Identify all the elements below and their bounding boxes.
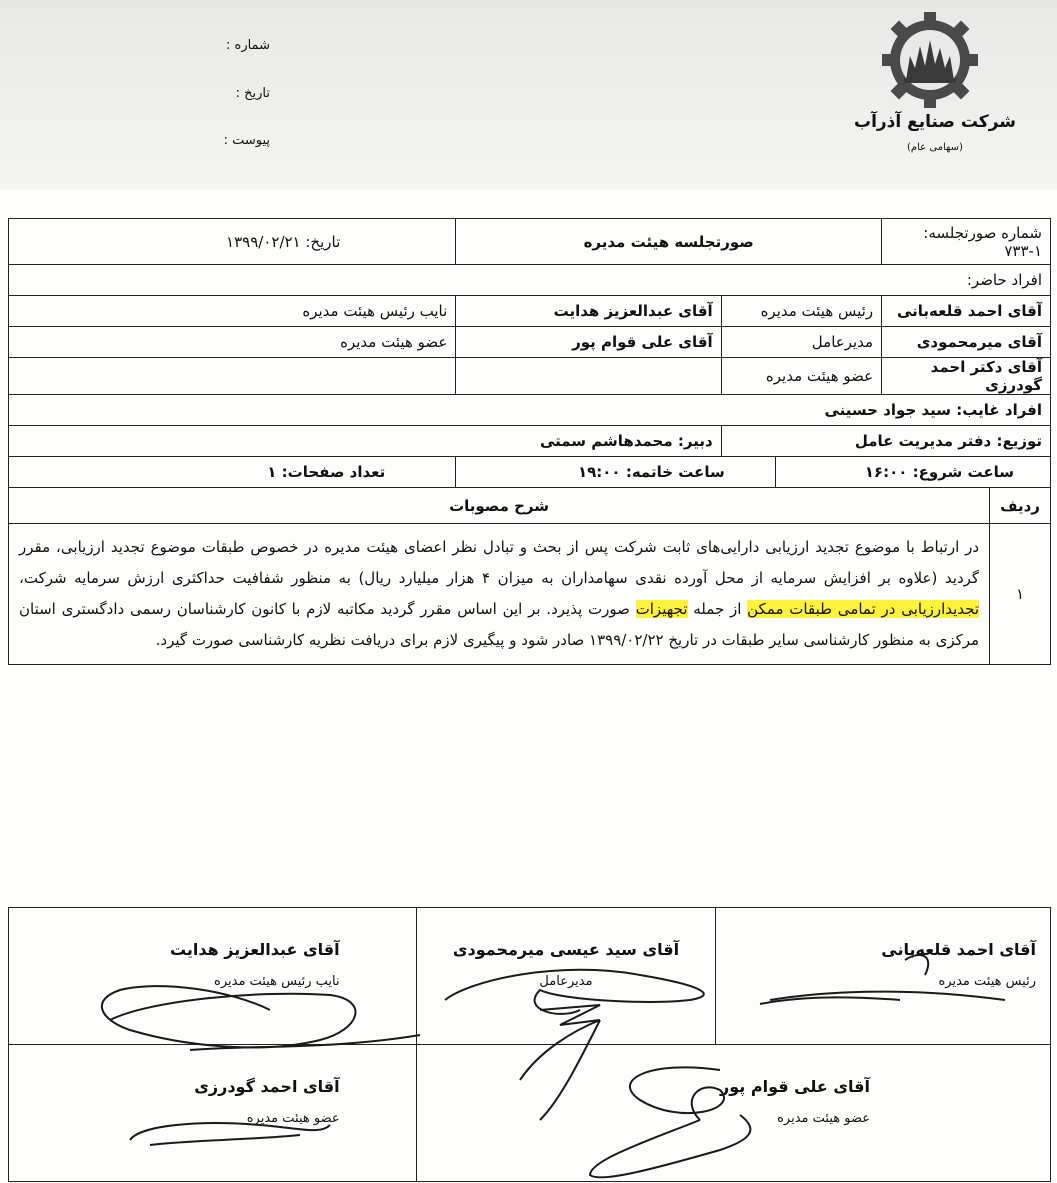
row-number: ۱ [990,524,1051,665]
signature-box [716,908,1051,1045]
attendee-name: آقای میرمحمودی [882,327,1051,358]
attendee-name: آقای عبدالعزیز هدایت [456,296,721,327]
signature-box [9,908,417,1045]
attendee-role: رئیس هیئت مدیره [721,296,881,327]
signature-box [416,908,716,1045]
letter-number-label: شماره : [226,38,270,53]
signatory-name: آقای عبدالعزیز هدایت [169,940,340,959]
company-type: (سهامی عام) [907,142,963,153]
empty-cell [456,358,721,395]
row-header: ردیف [990,488,1051,524]
signature-box [416,1045,1050,1182]
end-time: ساعت خاتمه: ۱۹:۰۰ [456,457,776,488]
signatory-name: آقای علی قوام پور [720,1077,870,1096]
attendee-role: مدیرعامل [721,327,881,358]
minutes-number: شماره صورتجلسه: ۱-۷۳۳ [882,219,1051,265]
page-count: تعداد صفحات: ۱ [9,457,456,488]
start-time: ساعت شروع: ۱۶:۰۰ [775,457,1050,488]
attendee-name: آقای احمد قلعه‌بانی [882,296,1051,327]
attendee-name: آقای دکتر احمد گودرزی [882,358,1051,395]
absent-members: افراد غایب: سید جواد حسینی [9,395,1051,426]
attendee-role: نایب رئیس هیئت مدیره [9,296,456,327]
minutes-date: تاریخ: ۱۳۹۹/۰۲/۲۱ [9,219,456,265]
signatory-role: عضو هیئت مدیره [246,1111,340,1126]
signatory-role: نایب رئیس هیئت مدیره [214,974,340,989]
signature-box [9,1045,417,1182]
signatory-name: آقای سید عیسی میرمحمودی [452,940,680,959]
highlighted-text: تجدیدارزیابی در تمامی طبقات ممکن [747,600,980,618]
resolution-text: در ارتباط با موضوع تجدید ارزیابی دارایی‌های ثابت شرکت پس از بحث و تبادل نظر اعضای هیئت مدیره در خصوص طبقات موضوع تجدید ارزیابی، مقرر گردید (علاوه بر افزایش سرمایه از محل آورده نقدی سهامداران به میزان ۴ هزار میلیارد ریال) به منظور شفافیت حداکثری ارزش سرمایه شرکت، تجدیدارزیابی در تمامی طبقات ممکن از جمله تجهیزات صورت پذیرد. بر این اساس مقرر گردید مکاتبه لازم با کانون کارشناسان رسمی دادگستری استان مرکزی به منظور کارشناسی سایر طبقات در تاریخ ۱۳۹۹/۰۲/۲۲ صادر شود و پیگیری لازم برای دریافت نظریه کارشناسی صورت گیرد. [9,524,990,665]
resolutions-header: شرح مصوبات [9,488,990,524]
signatory-role: رئیس هیئت مدیره [938,974,1036,989]
attendees-label: افراد حاضر: [9,265,1051,296]
signatory-role: عضو هیئت مدیره [777,1111,870,1126]
letter-date-label: تاریخ : [235,86,270,101]
minutes-table [8,218,1051,665]
company-logo-icon [880,10,980,110]
signatures-table [8,907,1051,1182]
attendee-role: عضو هیئت مدیره [721,358,881,395]
letter-attachment-label: پیوست : [223,133,270,148]
secretary: دبیر: محمدهاشم سمتی [9,426,722,457]
company-name: شرکت صنایع آذرآب [853,112,1016,132]
empty-cell [9,358,456,395]
distribution: توزیع: دفتر مدیریت عامل [721,426,1050,457]
attendee-role: عضو هیئت مدیره [9,327,456,358]
highlighted-text: تجهیزات [635,600,688,618]
signatory-name: آقای احمد قلعه‌بانی [881,940,1036,959]
signatory-name: آقای احمد گودرزی [194,1077,340,1096]
signatory-role: مدیرعامل [539,974,593,989]
attendee-name: آقای علی قوام پور [456,327,721,358]
minutes-title: صورتجلسه هیئت مدیره [456,219,882,265]
